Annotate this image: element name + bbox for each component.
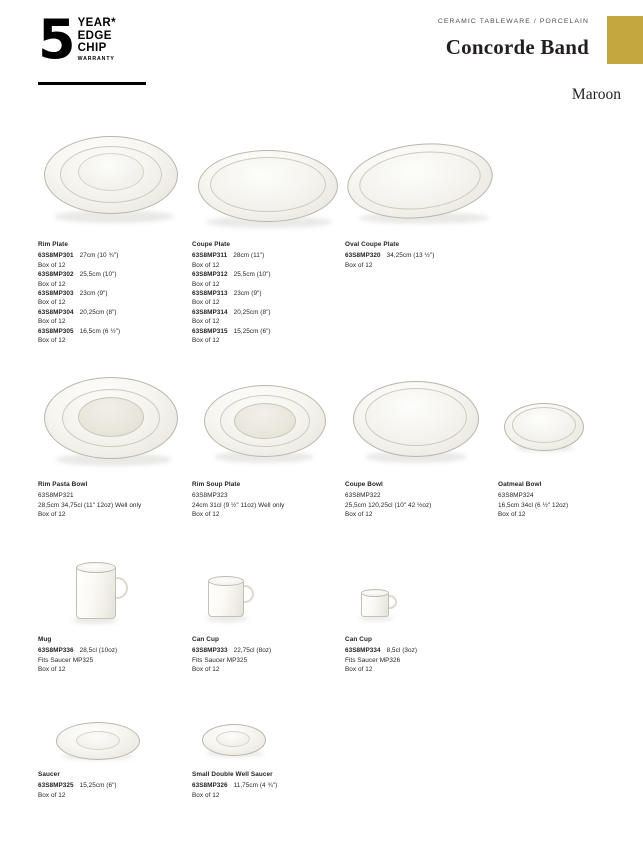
product-name: Rim Pasta Bowl xyxy=(38,481,88,488)
logo-number: 5 xyxy=(38,8,74,71)
product-code: 63S8MP303 xyxy=(38,290,74,298)
product-code: 63S8MP322 xyxy=(345,492,381,500)
product-code: 63S8MP321 xyxy=(38,492,74,500)
product-code: 63S8MP312 xyxy=(192,271,228,279)
header-title-block xyxy=(259,18,589,60)
product-image-coupe-plate xyxy=(192,120,342,240)
product-box: Box of 12 xyxy=(38,337,66,345)
variant-line xyxy=(38,646,188,655)
product-size: 23cm (9") xyxy=(233,290,262,298)
product-code: 63S8MP305 xyxy=(38,327,74,335)
product-image-can-cup-3oz xyxy=(345,555,495,635)
product-box: Box of 12 xyxy=(38,511,66,519)
product-image-oval-coupe-plate xyxy=(345,120,505,240)
product-caption xyxy=(38,240,188,345)
product-size: 15,25cm (6") xyxy=(233,327,271,335)
product-card-oval-coupe-plate xyxy=(345,120,505,270)
product-card-small-double-well-saucer xyxy=(192,700,352,800)
product-name: Coupe Bowl xyxy=(345,481,383,488)
variant-line xyxy=(38,327,188,336)
product-size: 16,5cm (6 ½") xyxy=(79,327,121,335)
product-name: Can Cup xyxy=(192,636,219,643)
logo-line-chip: CHIP xyxy=(77,42,107,54)
product-note: Fits Saucer MP326 xyxy=(345,656,401,664)
product-box: Box of 12 xyxy=(38,299,66,307)
product-card-oatmeal-bowl xyxy=(498,355,618,520)
product-code: 63S8MP334 xyxy=(345,647,381,655)
product-size: 24cm 31cl (9 ½" 11oz) Well only xyxy=(192,501,285,509)
logo-line-edge: EDGE xyxy=(77,29,112,42)
product-row-1 xyxy=(0,120,643,355)
product-name: Coupe Plate xyxy=(192,241,231,248)
product-size: 27cm (10 ¾") xyxy=(79,252,119,260)
product-code: 63S8MP304 xyxy=(38,308,74,316)
edge-chip-warranty-logo xyxy=(38,8,148,76)
product-box: Box of 12 xyxy=(498,511,526,519)
product-row-4 xyxy=(0,700,643,820)
product-caption xyxy=(38,770,188,800)
product-name: Small Double Well Saucer xyxy=(192,771,273,778)
product-size: 34,25cm (13 ½") xyxy=(386,252,435,260)
variant-line xyxy=(192,308,342,317)
variant-line xyxy=(192,251,342,260)
logo-line-year: YEAR* xyxy=(77,17,117,29)
product-size: 8,5cl (3oz) xyxy=(386,647,418,655)
variant-line xyxy=(192,289,342,298)
product-caption xyxy=(192,770,352,800)
product-size: 20,25cm (8") xyxy=(233,308,271,316)
product-size: 25,5cm (10") xyxy=(233,271,271,279)
product-caption xyxy=(192,635,342,675)
product-box: Box of 12 xyxy=(38,261,66,269)
product-note: Fits Saucer MP325 xyxy=(38,656,94,664)
product-size: 20,25cm (8") xyxy=(79,308,117,316)
product-caption xyxy=(38,480,188,520)
logo-line-warranty: WARRANTY xyxy=(77,55,115,62)
product-caption xyxy=(345,480,495,520)
product-image-rim-plate xyxy=(38,120,188,240)
product-size: 28,5cm 34,75cl (11" 12oz) Well only xyxy=(38,501,142,509)
product-box: Box of 12 xyxy=(192,666,220,674)
product-size: 22,75cl (8oz) xyxy=(233,647,272,655)
product-name: Mug xyxy=(38,636,52,643)
product-row-2 xyxy=(0,355,643,555)
product-size: 16,5cm 34cl (6 ½" 12oz) xyxy=(498,501,569,509)
variant-line xyxy=(38,251,188,260)
product-code: 63S8MP301 xyxy=(38,252,74,260)
product-code: 63S8MP336 xyxy=(38,647,74,655)
product-caption xyxy=(38,635,188,675)
product-box: Box of 12 xyxy=(192,791,220,799)
page-header xyxy=(0,0,643,120)
product-size: 23cm (9") xyxy=(79,290,108,298)
product-box: Box of 12 xyxy=(192,337,220,345)
product-code: 63S8MP302 xyxy=(38,271,74,279)
product-name: Oatmeal Bowl xyxy=(498,481,542,488)
product-box: Box of 12 xyxy=(345,261,373,269)
product-code: 63S8MP313 xyxy=(192,290,228,298)
variant-line xyxy=(38,308,188,317)
product-size: 15,25cm (6") xyxy=(79,782,117,790)
product-code: 63S8MP320 xyxy=(345,252,381,260)
product-box: Box of 12 xyxy=(345,511,373,519)
product-grid xyxy=(0,120,643,820)
product-note: Fits Saucer MP325 xyxy=(192,656,248,664)
product-card-rim-soup-plate xyxy=(192,355,342,520)
product-image-rim-pasta-bowl xyxy=(38,355,188,480)
color-name: Maroon xyxy=(571,86,621,103)
variant-line xyxy=(345,646,495,655)
variant-line xyxy=(38,270,188,279)
logo-wordmark xyxy=(78,14,116,63)
product-card-can-cup-8oz xyxy=(192,555,342,675)
variant-line xyxy=(38,781,188,790)
product-box: Box of 12 xyxy=(345,666,373,674)
variant-line xyxy=(192,270,342,279)
product-code: 63S8MP314 xyxy=(192,308,228,316)
product-box: Box of 12 xyxy=(38,280,66,288)
product-name: Rim Plate xyxy=(38,241,69,248)
product-name: Rim Soup Plate xyxy=(192,481,241,488)
category-eyebrow: CERAMIC TABLEWARE / PORCELAIN xyxy=(437,18,589,25)
product-box: Box of 12 xyxy=(192,299,220,307)
product-caption xyxy=(345,635,495,675)
product-caption xyxy=(345,240,505,270)
product-caption xyxy=(192,480,342,520)
product-box: Box of 12 xyxy=(38,791,66,799)
product-caption xyxy=(498,480,618,520)
product-code: 63S8MP324 xyxy=(498,492,534,500)
product-code: 63S8MP333 xyxy=(192,647,228,655)
product-image-mug xyxy=(38,555,188,635)
product-card-mug xyxy=(38,555,188,675)
variant-line xyxy=(38,289,188,298)
product-box: Box of 12 xyxy=(38,666,66,674)
product-box: Box of 12 xyxy=(192,280,220,288)
product-code: 63S8MP311 xyxy=(192,252,228,260)
product-name: Saucer xyxy=(38,771,60,778)
product-size: 11,75cm (4 ¾") xyxy=(233,782,278,790)
product-name: Can Cup xyxy=(345,636,372,643)
product-image-small-double-well-saucer xyxy=(192,700,352,770)
variant-line xyxy=(192,781,352,790)
product-size: 25,5cm 120,25cl (10" 42 ½oz) xyxy=(345,501,432,509)
product-card-can-cup-3oz xyxy=(345,555,495,675)
variant-line xyxy=(192,327,342,336)
product-box: Box of 12 xyxy=(38,318,66,326)
product-image-rim-soup-plate xyxy=(192,355,342,480)
product-name: Oval Coupe Plate xyxy=(345,241,400,248)
product-size: 28,5cl (10oz) xyxy=(79,647,118,655)
product-size: 25,5cm (10") xyxy=(79,271,117,279)
variant-line xyxy=(345,251,505,260)
variant-line xyxy=(192,646,342,655)
product-box: Box of 12 xyxy=(192,511,220,519)
product-image-can-cup-8oz xyxy=(192,555,342,635)
product-code: 63S8MP323 xyxy=(192,492,228,500)
product-box: Box of 12 xyxy=(192,261,220,269)
product-caption xyxy=(192,240,342,345)
logo-underline xyxy=(38,82,146,85)
product-card-rim-plate xyxy=(38,120,188,345)
product-image-saucer xyxy=(38,700,188,770)
product-code: 63S8MP326 xyxy=(192,782,228,790)
page-title: Concorde Band xyxy=(445,35,589,59)
product-size: 28cm (11") xyxy=(233,252,265,260)
product-card-rim-pasta-bowl xyxy=(38,355,188,520)
product-image-oatmeal-bowl xyxy=(498,355,618,480)
color-swatch xyxy=(607,16,643,64)
product-card-saucer xyxy=(38,700,188,800)
product-image-coupe-bowl xyxy=(345,355,495,480)
product-card-coupe-plate xyxy=(192,120,342,345)
product-box: Box of 12 xyxy=(192,318,220,326)
product-row-3 xyxy=(0,555,643,700)
product-code: 63S8MP325 xyxy=(38,782,74,790)
product-code: 63S8MP315 xyxy=(192,327,228,335)
product-card-coupe-bowl xyxy=(345,355,495,520)
